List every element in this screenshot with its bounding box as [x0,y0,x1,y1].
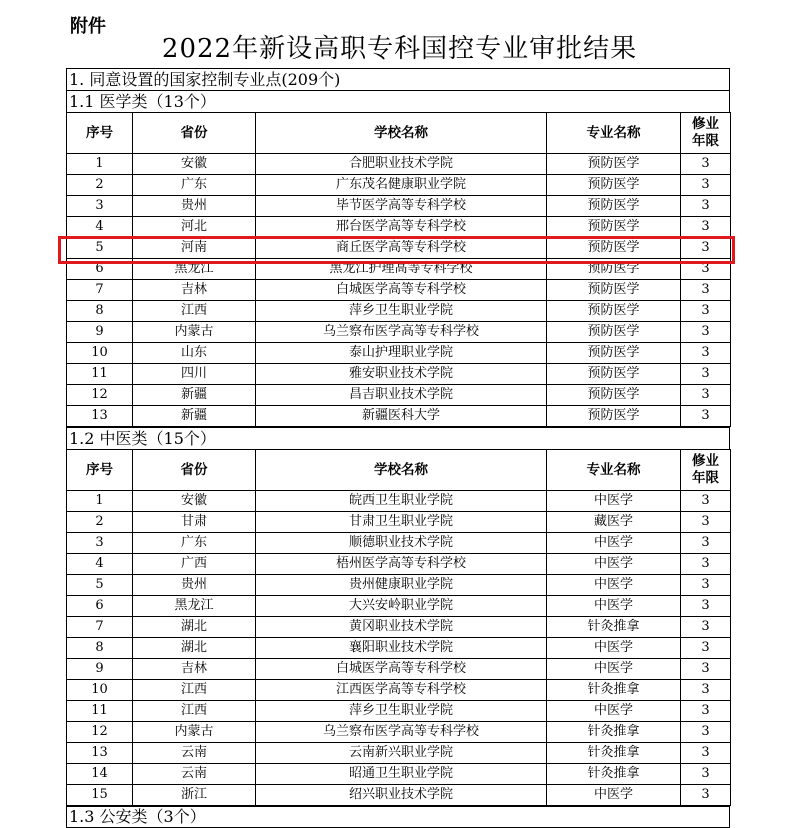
cell-province: 黑龙江 [133,596,256,617]
cell-years: 3 [681,533,731,554]
header-years-text: 修业年限 [692,453,719,486]
cell-major: 预防医学 [547,238,681,259]
cell-school: 大兴安岭职业学院 [256,596,547,617]
cell-province: 新疆 [133,385,256,406]
cell-school: 商丘医学高等专科学校 [256,238,547,259]
cell-province: 吉林 [133,280,256,301]
cell-major: 预防医学 [547,406,681,427]
section-heading: 1. 同意设置的国家控制专业点(209个) [66,68,730,90]
cell-no: 5 [67,238,133,259]
table-row [67,701,731,722]
cell-no: 1 [67,491,133,512]
cell-years: 3 [681,259,731,280]
cell-school: 白城医学高等专科学校 [256,280,547,301]
table-row [67,554,731,575]
cell-no: 13 [67,743,133,764]
table-row [67,575,731,596]
cell-no: 13 [67,406,133,427]
table-row [67,722,731,743]
header-no: 序号 [67,113,133,154]
cell-school: 黄冈职业技术学院 [256,617,547,638]
cell-province: 河南 [133,238,256,259]
table-row [67,175,731,196]
cell-major: 针灸推拿 [547,722,681,743]
cell-province: 广东 [133,175,256,196]
cell-years: 3 [681,764,731,785]
cell-years: 3 [681,322,731,343]
table-row [67,154,731,175]
cell-school: 甘肃卫生职业学院 [256,512,547,533]
results-sheet [66,68,730,828]
cell-major: 中医学 [547,533,681,554]
cell-no: 3 [67,196,133,217]
table-row [67,512,731,533]
cell-no: 10 [67,680,133,701]
cell-province: 安徽 [133,154,256,175]
cell-major: 针灸推拿 [547,617,681,638]
table-row [67,196,731,217]
cell-no: 12 [67,722,133,743]
cell-years: 3 [681,406,731,427]
cell-years: 3 [681,238,731,259]
cell-years: 3 [681,743,731,764]
cell-province: 河北 [133,217,256,238]
cell-no: 3 [67,533,133,554]
cell-province: 江西 [133,701,256,722]
cell-province: 甘肃 [133,512,256,533]
cell-school: 昌吉职业技术学院 [256,385,547,406]
cell-school: 黑龙江护理高等专科学校 [256,259,547,280]
subsection-heading: 1.3 公安类（3个） [66,806,730,828]
cell-no: 14 [67,764,133,785]
cell-years: 3 [681,554,731,575]
document-title: 2022年新设高职专科国控专业审批结果 [161,34,638,64]
cell-school: 贵州健康职业学院 [256,575,547,596]
cell-years: 3 [681,638,731,659]
cell-major: 中医学 [547,659,681,680]
cell-major: 预防医学 [547,301,681,322]
cell-province: 云南 [133,743,256,764]
cell-major: 中医学 [547,785,681,806]
cell-major: 针灸推拿 [547,743,681,764]
cell-province: 湖北 [133,617,256,638]
header-school: 学校名称 [256,450,547,491]
cell-years: 3 [681,491,731,512]
cell-school: 毕节医学高等专科学校 [256,196,547,217]
cell-school: 邢台医学高等专科学校 [256,217,547,238]
cell-no: 7 [67,280,133,301]
cell-no: 2 [67,512,133,533]
cell-school: 梧州医学高等专科学校 [256,554,547,575]
cell-no: 5 [67,575,133,596]
cell-years: 3 [681,722,731,743]
table-row [67,533,731,554]
cell-no: 4 [67,554,133,575]
cell-major: 中医学 [547,491,681,512]
cell-years: 3 [681,343,731,364]
cell-years: 3 [681,196,731,217]
attachment-label: 附件 [70,16,106,37]
header-no: 序号 [67,450,133,491]
cell-years: 3 [681,280,731,301]
header-years [681,450,731,491]
cell-school: 皖西卫生职业学院 [256,491,547,512]
cell-school: 绍兴职业技术学院 [256,785,547,806]
cell-no: 11 [67,701,133,722]
table-row [67,364,731,385]
cell-years: 3 [681,701,731,722]
cell-no: 10 [67,343,133,364]
cell-major: 中医学 [547,638,681,659]
cell-no: 2 [67,175,133,196]
table-row [67,596,731,617]
cell-no: 6 [67,259,133,280]
table-row [67,259,731,280]
cell-province: 黑龙江 [133,259,256,280]
table-row [67,785,731,806]
cell-school: 乌兰察布医学高等专科学校 [256,722,547,743]
cell-school: 萍乡卫生职业学院 [256,301,547,322]
cell-school: 江西医学高等专科学校 [256,680,547,701]
table-row [67,743,731,764]
header-years-text: 修业年限 [692,116,719,149]
table-row [67,764,731,785]
cell-years: 3 [681,175,731,196]
cell-province: 广西 [133,554,256,575]
cell-province: 新疆 [133,406,256,427]
cell-no: 15 [67,785,133,806]
cell-no: 9 [67,659,133,680]
cell-school: 乌兰察布医学高等专科学校 [256,322,547,343]
table-row [67,301,731,322]
cell-school: 雅安职业技术学院 [256,364,547,385]
cell-major: 中医学 [547,575,681,596]
table-row [67,217,731,238]
cell-major: 预防医学 [547,322,681,343]
cell-years: 3 [681,617,731,638]
cell-province: 贵州 [133,575,256,596]
cell-province: 安徽 [133,491,256,512]
subsection-heading: 1.2 中医类（15个） [66,427,730,449]
cell-years: 3 [681,596,731,617]
cell-school: 白城医学高等专科学校 [256,659,547,680]
cell-school: 昭通卫生职业学院 [256,764,547,785]
header-major: 专业名称 [547,450,681,491]
cell-years: 3 [681,217,731,238]
table-row [67,638,731,659]
tcm-table [66,449,731,806]
cell-major: 预防医学 [547,154,681,175]
cell-school: 泰山护理职业学院 [256,343,547,364]
cell-major: 预防医学 [547,364,681,385]
header-years [681,113,731,154]
cell-years: 3 [681,385,731,406]
cell-province: 贵州 [133,196,256,217]
table-header-row [67,113,731,154]
cell-major: 预防医学 [547,217,681,238]
cell-major: 预防医学 [547,175,681,196]
cell-school: 萍乡卫生职业学院 [256,701,547,722]
cell-major: 预防医学 [547,196,681,217]
cell-province: 内蒙古 [133,322,256,343]
cell-major: 预防医学 [547,343,681,364]
cell-major: 针灸推拿 [547,764,681,785]
cell-province: 江西 [133,301,256,322]
cell-no: 4 [67,217,133,238]
table-row [67,385,731,406]
cell-major: 中医学 [547,596,681,617]
cell-no: 6 [67,596,133,617]
cell-major: 预防医学 [547,259,681,280]
cell-no: 9 [67,322,133,343]
cell-years: 3 [681,659,731,680]
cell-no: 1 [67,154,133,175]
cell-school: 云南新兴职业学院 [256,743,547,764]
cell-no: 8 [67,301,133,322]
cell-province: 浙江 [133,785,256,806]
cell-province: 江西 [133,680,256,701]
cell-province: 内蒙古 [133,722,256,743]
header-major: 专业名称 [547,113,681,154]
table-row [67,617,731,638]
table-row [67,659,731,680]
cell-province: 四川 [133,364,256,385]
cell-years: 3 [681,301,731,322]
cell-years: 3 [681,680,731,701]
cell-years: 3 [681,364,731,385]
header-school: 学校名称 [256,113,547,154]
table-row [67,491,731,512]
cell-years: 3 [681,512,731,533]
cell-years: 3 [681,575,731,596]
cell-major: 中医学 [547,554,681,575]
table-row [67,322,731,343]
cell-school: 襄阳职业技术学院 [256,638,547,659]
cell-school: 广东茂名健康职业学院 [256,175,547,196]
cell-years: 3 [681,154,731,175]
cell-major: 中医学 [547,701,681,722]
cell-province: 山东 [133,343,256,364]
cell-school: 顺德职业技术学院 [256,533,547,554]
cell-years: 3 [681,785,731,806]
cell-province: 云南 [133,764,256,785]
cell-school: 合肥职业技术学院 [256,154,547,175]
cell-major: 针灸推拿 [547,680,681,701]
table-row [67,238,731,259]
medical-table [66,112,731,427]
cell-no: 12 [67,385,133,406]
table-row [67,343,731,364]
cell-major: 藏医学 [547,512,681,533]
cell-major: 预防医学 [547,280,681,301]
cell-no: 7 [67,617,133,638]
cell-province: 湖北 [133,638,256,659]
table-row [67,280,731,301]
cell-province: 吉林 [133,659,256,680]
cell-no: 8 [67,638,133,659]
table-row [67,680,731,701]
subsection-heading: 1.1 医学类（13个） [66,90,730,112]
cell-province: 广东 [133,533,256,554]
header-province: 省份 [133,113,256,154]
cell-no: 11 [67,364,133,385]
header-province: 省份 [133,450,256,491]
cell-major: 预防医学 [547,385,681,406]
table-header-row [67,450,731,491]
table-row [67,406,731,427]
cell-school: 新疆医科大学 [256,406,547,427]
